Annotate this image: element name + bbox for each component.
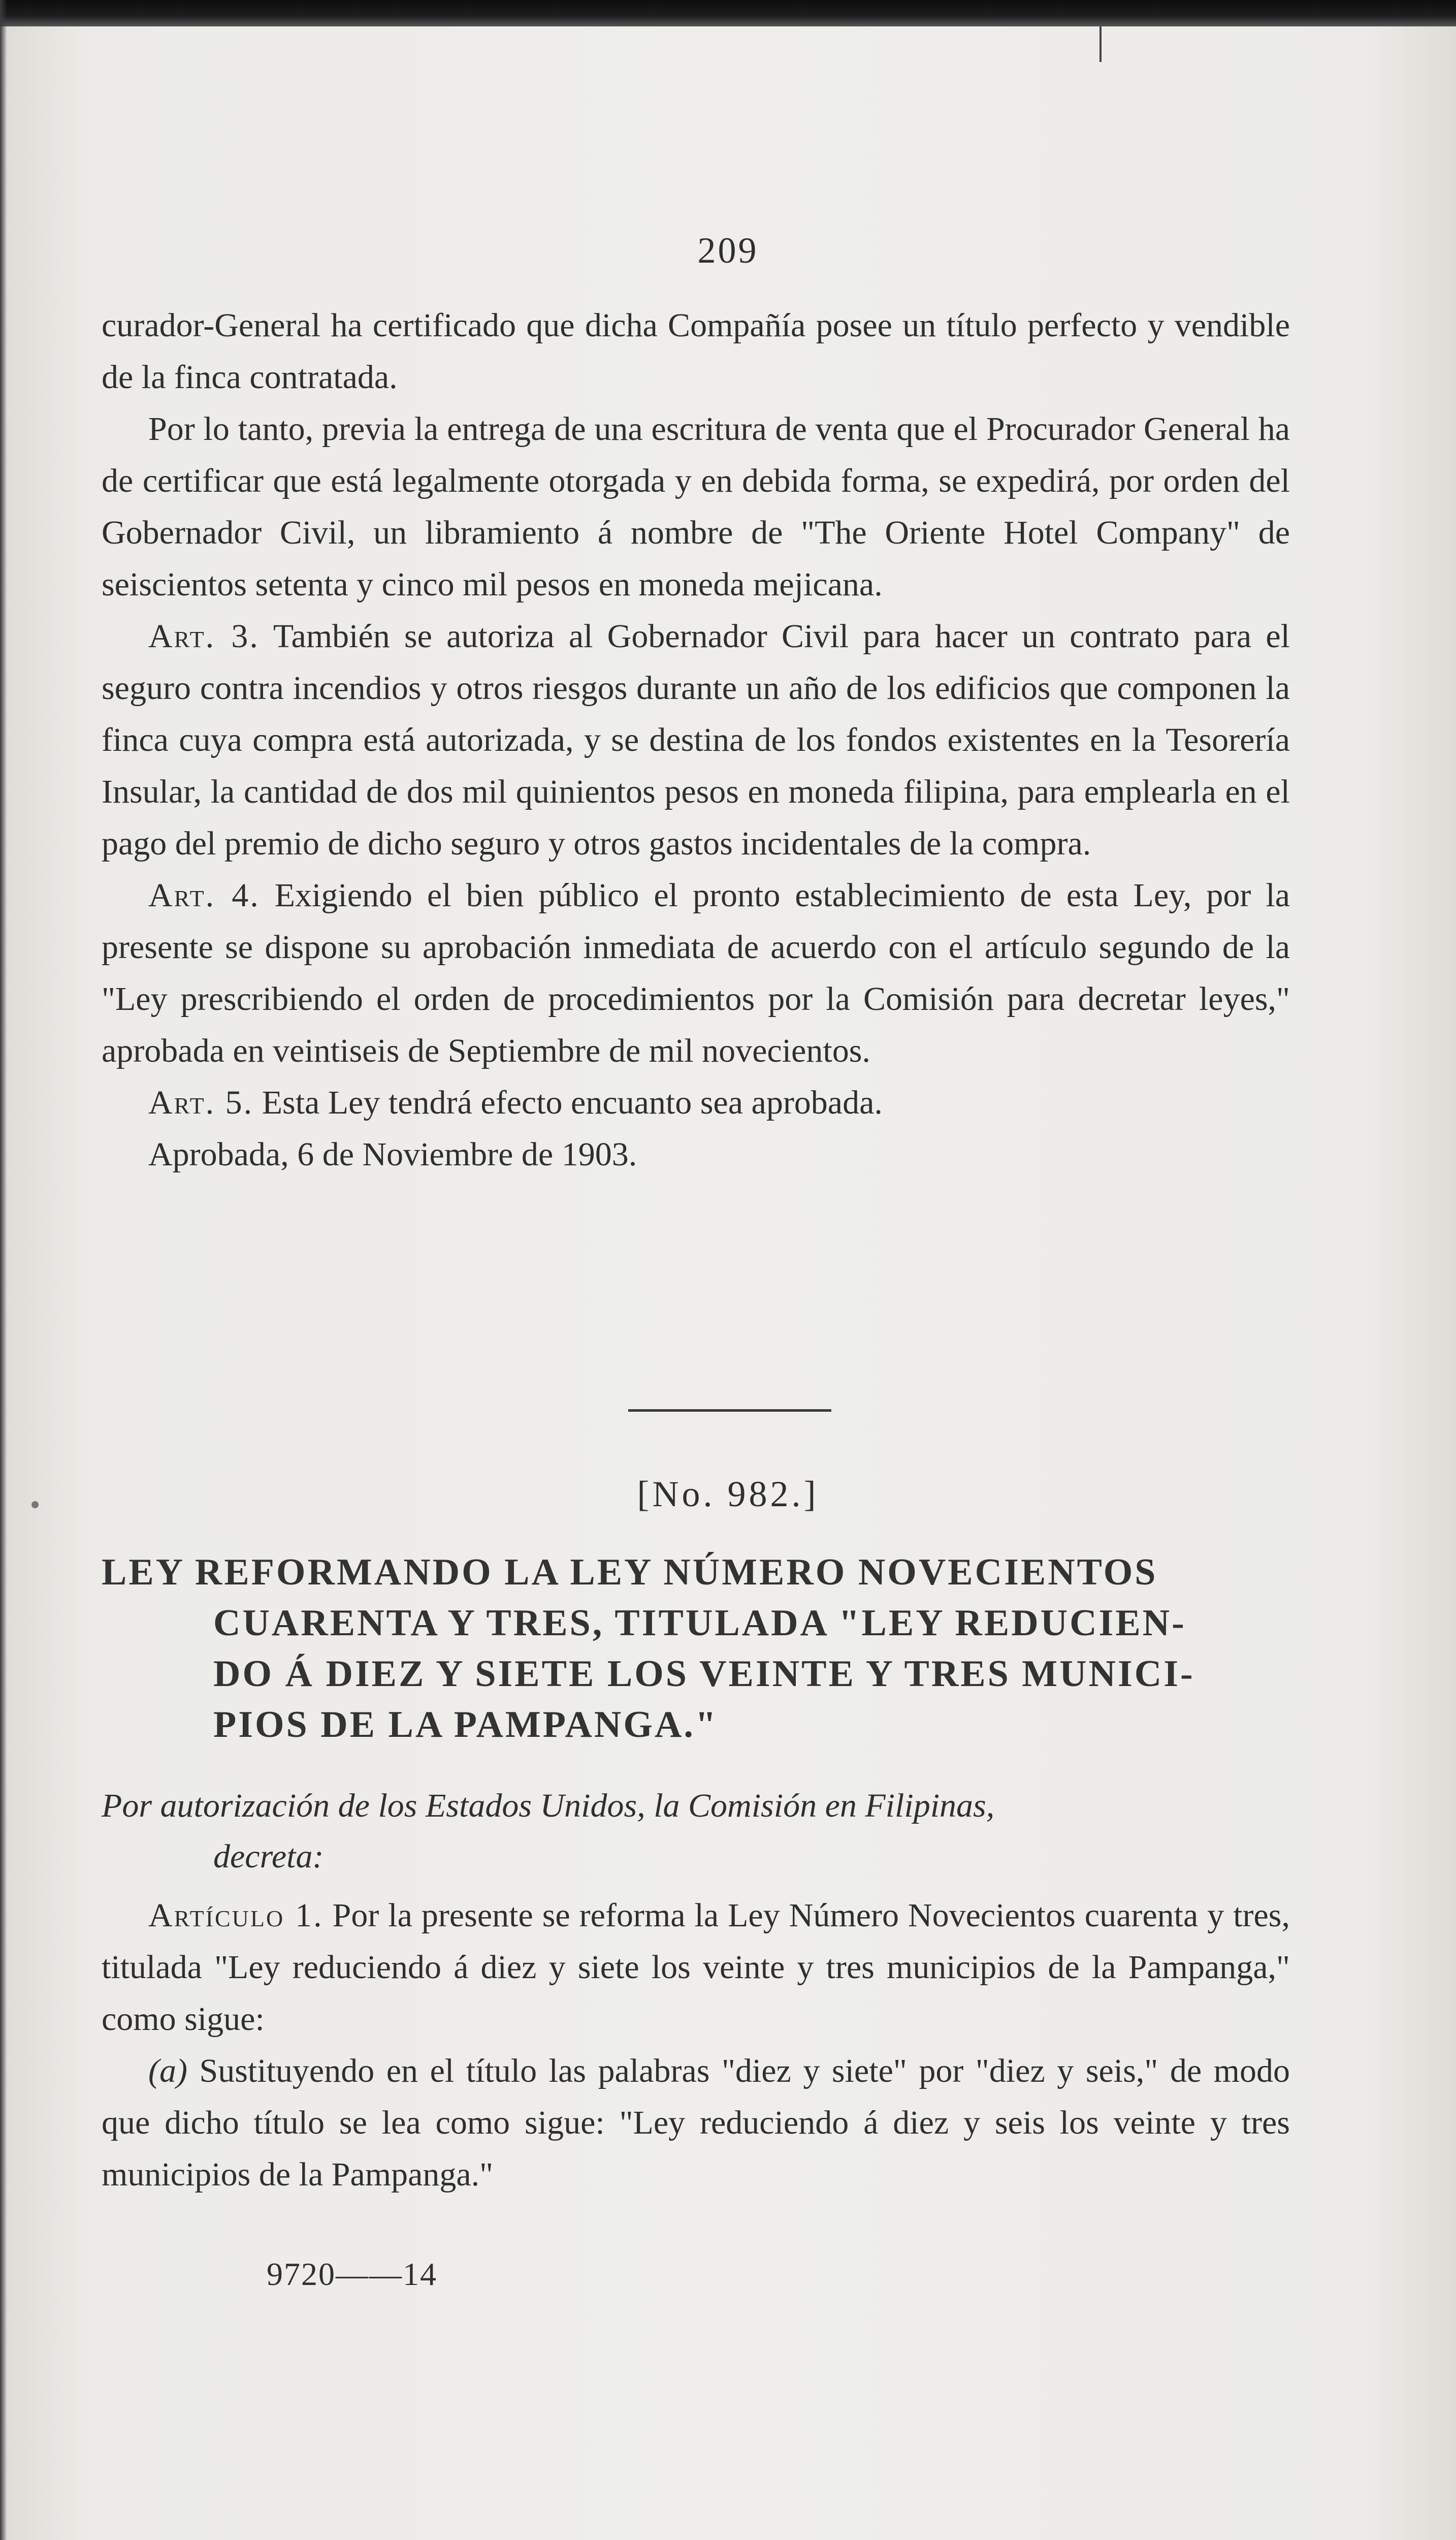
- law-title-line-2: CUARENTA Y TRES, TITULADA "LEY REDUCIEN-: [213, 1602, 1186, 1644]
- law-number: [No. 982.]: [637, 1474, 819, 1514]
- article-5: [102, 1077, 1290, 1129]
- section-continued: [102, 300, 1290, 1181]
- article-4-label: Art. 4.: [148, 877, 260, 914]
- article-3-text: También se autoriza al Gobernador Civil para hacer un contrato para el seguro contra incendios y otros riesgos durante un año de los edificios que componen la finca cuya compra está autorizada, y se destina de los fondos existentes en la Tesorería Insular, la cantidad de dos mil quinientos pesos en moneda filipina, para emplearla en el pago del premio de dicho seguro y otros gastos incidentales de la compra.: [102, 618, 1290, 862]
- article-5-label: Art. 5.: [148, 1084, 254, 1121]
- law-title-line-4: PIOS DE LA PAMPANGA.": [213, 1704, 718, 1745]
- article-1: [102, 1890, 1290, 2045]
- enacting-clause: [102, 1781, 1290, 1882]
- law-title-line-3: DO Á DIEZ Y SIETE LOS VEINTE Y TRES MUNICI-: [213, 1653, 1195, 1695]
- article-1-text: Por la presente se reforma la Ley Número Novecientos cuarenta y tres, titulada "Ley reduciendo á diez y siete los veinte y tres municipios de la Pampanga," como sigue:: [102, 1897, 1290, 2038]
- paragraph-1: curador-General ha certificado que dicha Compañía posee un título perfecto y vendible de la finca contratada.: [102, 307, 1290, 396]
- scan-left-edge: [0, 0, 7, 2540]
- page-number: 209: [697, 230, 759, 271]
- article-4: [102, 870, 1290, 1077]
- scan-top-border: [0, 0, 1456, 26]
- section-divider: [628, 1409, 831, 1412]
- approval-date: Aprobada, 6 de Noviembre de 1903.: [148, 1136, 637, 1173]
- article-3-label: Art. 3.: [148, 618, 260, 655]
- article-1-label: Artículo 1.: [148, 1897, 323, 1934]
- signature-mark: 9720——14: [267, 2256, 437, 2292]
- item-a: [102, 2045, 1290, 2201]
- section-new-law: [102, 1890, 1290, 2201]
- law-title-line-1: LEY REFORMANDO LA LEY NÚMERO NOVECIENTOS: [102, 1551, 1158, 1593]
- paragraph-2: Por lo tanto, previa la entrega de una escritura de venta que el Procurador General ha de certificar que está legalmente otorgada y en debida forma, se expedirá, por orden del Gobernador Civil, un libramiento á nombre de "The Oriente Hotel Company" de seiscientos setenta y cinco mil pesos en moneda mejicana.: [102, 410, 1290, 603]
- article-5-text: Esta Ley tendrá efecto encuanto sea aprobada.: [253, 1084, 883, 1121]
- enacting-clause-line-2: decreta:: [213, 1838, 324, 1875]
- enacting-clause-line-1: Por autorización de los Estados Unidos, la Comisión en Filipinas,: [102, 1787, 995, 1824]
- article-3: [102, 611, 1290, 870]
- item-a-text: Sustituyendo en el título las palabras "diez y siete" por "diez y seis," de modo que dicho título se lea como sigue: "Ley reduciendo á diez y seis los veinte y tres municipios de la Pampanga.": [102, 2052, 1290, 2193]
- item-a-label: (a): [148, 2052, 187, 2089]
- law-title: [102, 1547, 1290, 1750]
- scan-mark: [1099, 26, 1102, 62]
- article-4-text: Exigiendo el bien público el pronto establecimiento de esta Ley, por la presente se dispone su aprobación inmediata de acuerdo con el artículo segundo de la "Ley prescribiendo el orden de procedimientos por la Comisión para decretar leyes," aprobada en veintiseis de Septiembre de mil novecientos.: [102, 877, 1290, 1069]
